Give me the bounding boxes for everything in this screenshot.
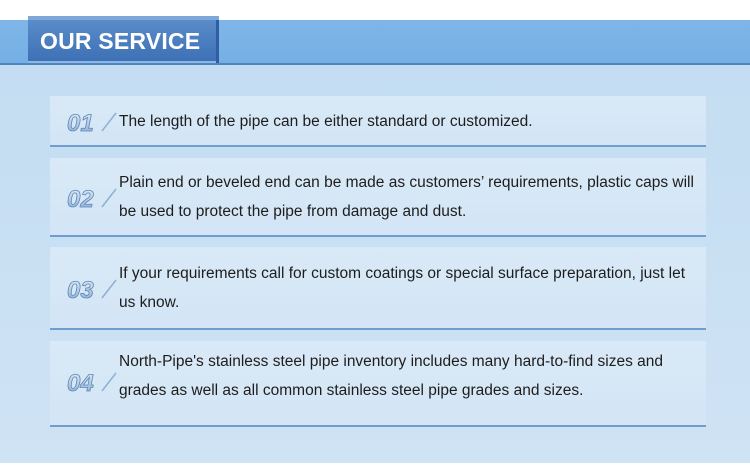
number-badge-1	[64, 104, 120, 140]
service-item-text: Plain end or beveled end can be made as customers’ requirements, plastic caps will be used to protect the pipe from damage and dust.	[119, 174, 694, 220]
title-tab	[28, 16, 219, 63]
svg-text:04: 04	[67, 370, 94, 397]
svg-text:02: 02	[67, 186, 94, 213]
service-item-4	[50, 341, 706, 427]
svg-text:01: 01	[67, 110, 94, 137]
number-badge-2	[64, 180, 120, 216]
number-badge-4	[64, 364, 120, 400]
service-item-text: If your requirements call for custom coatings or special surface preparation, just let us know.	[119, 265, 686, 311]
service-item-text: The length of the pipe can be either standard or customized.	[119, 113, 533, 130]
service-item-text: North-Pipe's stainless steel pipe inventory includes many hard-to-find sizes and grades as well as all common stainless steel pipe grades and sizes.	[119, 353, 664, 399]
bottom-margin	[0, 463, 750, 473]
svg-text:03: 03	[67, 277, 94, 304]
service-item-2	[50, 158, 706, 237]
number-badge-3	[64, 271, 120, 307]
page-title: OUR SERVICE	[40, 28, 201, 54]
service-item-3	[50, 247, 706, 330]
service-item-1	[50, 96, 706, 147]
